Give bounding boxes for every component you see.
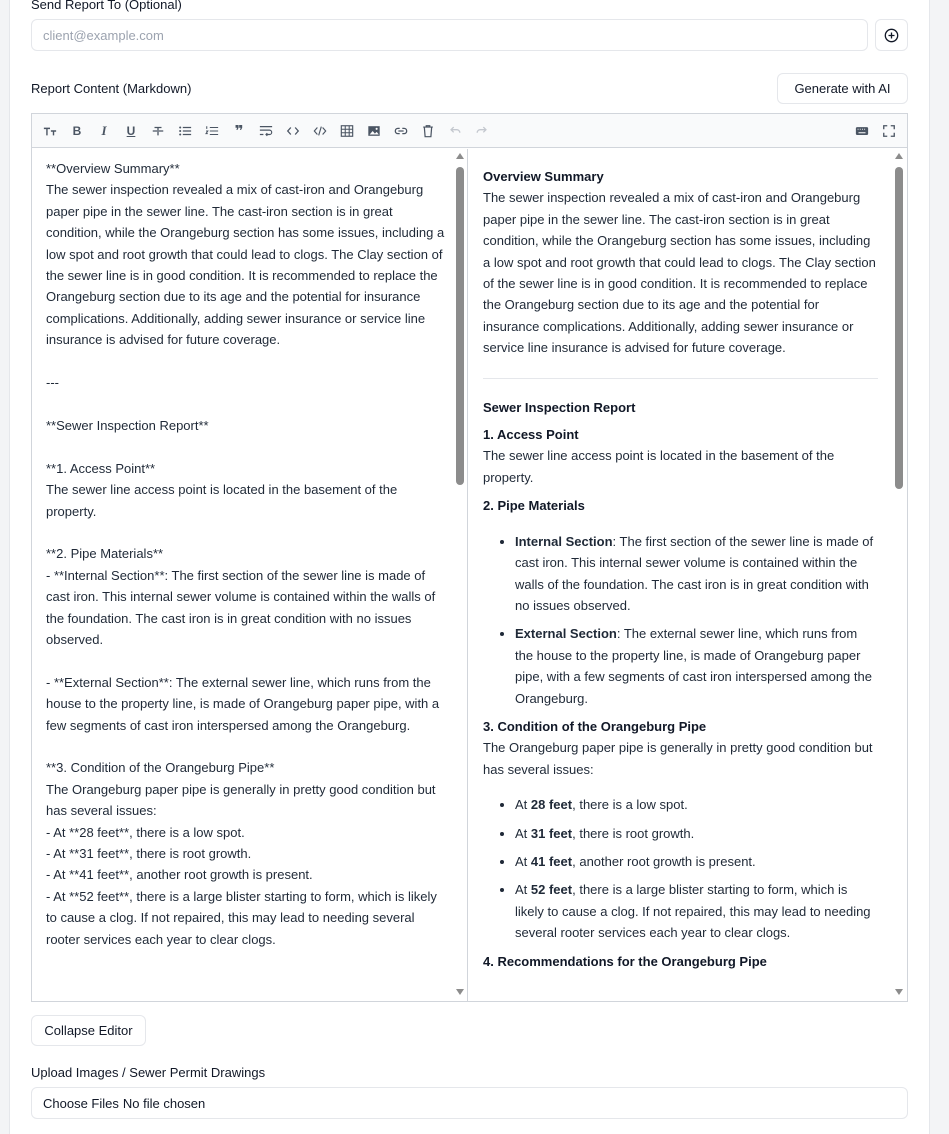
list-item: • At 41 feet, another root growth is present.	[515, 851, 878, 872]
numbered-list-icon[interactable]	[203, 122, 221, 140]
preview-access-text: The sewer line access point is located in the basement of the property.	[483, 448, 835, 485]
preview-issues-list	[483, 794, 878, 943]
redo-icon[interactable]	[473, 122, 491, 140]
markdown-source-text[interactable]: **Overview Summary** The sewer inspection revealed a mix of cast-iron and Orangeburg paper pipe in the sewer line. The cast-iron section is in great condition, while the Orangeburg section has some issues, including a low spot and root growth that could lead to clogs. The Clay section of the sewer line is in good condition. It is recommended to replace the Orangeburg section due to its age and the potential for insurance complications. Additionally, adding sewer insurance or service line insurance is advised for future coverage. --- **Sewer Inspection Report** **1. Access Point** The sewer line access point is located in the basement of the property. **2. Pipe Materials** - **Internal Section**: The first section of the sewer line is made of cast iron. This internal sewer volume is contained within the walls of the foundation. The cast iron is in great condition with no issues observed. - **External Section**: The external sewer line, which runs from the house to the property line, is made of Orangeburg paper pipe, with a few segments of cast iron interspersed among the Orangeburg. **3. Condition of the Orangeburg Pipe** The Orangeburg paper pipe is generally in pretty good condition but has several issues: - At **28 feet**, there is a low spot. - At **31 feet**, there is root growth. - At **41 feet**, another root growth is present. - At **52 feet**, there is a large blister starting to form, which is likely to cause a clog. If not repaired, this may lead to needing several rooter services each year to clear clogs.	[46, 161, 445, 947]
markdown-preview-pane	[469, 149, 907, 1001]
preview-condition-title: 3. Condition of the Orangeburg Pipe	[483, 718, 707, 734]
heading-icon[interactable]	[41, 122, 59, 140]
list-item: • At 31 feet, there is root growth.	[515, 823, 878, 844]
table-icon[interactable]	[338, 122, 356, 140]
quote-icon[interactable]: ❞	[234, 123, 244, 140]
fullscreen-icon[interactable]	[880, 122, 898, 140]
code-block-icon[interactable]	[311, 122, 329, 140]
code-icon[interactable]	[284, 122, 302, 140]
undo-icon[interactable]	[446, 122, 464, 140]
choose-files-button[interactable]: Choose Files	[43, 1095, 119, 1111]
send-report-label: Send Report To (Optional)	[31, 0, 182, 12]
list-item	[515, 623, 878, 709]
underline-icon[interactable]: U	[126, 124, 136, 138]
send-report-email-input[interactable]	[31, 19, 868, 51]
image-icon[interactable]	[365, 122, 383, 140]
report-content-label: Report Content (Markdown)	[31, 81, 192, 96]
scroll-up-arrow-icon[interactable]	[456, 153, 464, 159]
preview-access-title: 1. Access Point	[483, 427, 579, 443]
preview-report-title: Sewer Inspection Report	[483, 399, 636, 415]
scroll-thumb[interactable]	[895, 167, 903, 489]
add-recipient-button[interactable]	[875, 19, 908, 51]
wrap-icon[interactable]	[257, 122, 275, 140]
scroll-down-arrow-icon[interactable]	[456, 989, 464, 995]
scroll-thumb[interactable]	[456, 167, 464, 485]
preview-external-text: : The external sewer line, which runs from the house to the property line, is made of Orangeburg paper pipe, with a few segments of cast iron interspersed among the Orangeburg.	[515, 626, 872, 706]
link-icon[interactable]	[392, 122, 410, 140]
editor-toolbar	[32, 114, 907, 148]
bullet-list-icon[interactable]	[176, 122, 194, 140]
preview-recommendations-title: 4. Recommendations for the Orangeburg Pipe	[483, 953, 767, 969]
list-item: • At 28 feet, there is a low spot.	[515, 794, 878, 815]
list-item: • At 52 feet, there is a large blister starting to form, which is likely to cause a clog. If not repaired, this may lead to needing several rooter services each year to clear clogs.	[515, 879, 878, 943]
file-upload-input[interactable]	[31, 1087, 908, 1119]
preview-internal-text: : The first section of the sewer line is made of cast iron. This internal sewer volume is contained within the walls of the foundation. The cast iron is in great condition with no issues observed.	[515, 533, 874, 613]
preview-internal-label: Internal Section	[515, 533, 613, 549]
list-item	[515, 531, 878, 617]
source-scrollbar[interactable]	[454, 149, 466, 1001]
markdown-source-pane[interactable]	[32, 149, 468, 1001]
plus-circle-icon	[884, 28, 899, 43]
markdown-editor	[31, 113, 908, 1002]
preview-overview-text: The sewer inspection revealed a mix of cast-iron and Orangeburg paper pipe in the sewer line. The cast-iron section is in great condition, while the Orangeburg section has some issues, including a low spot and root growth that could lead to clogs. The Clay section of the sewer line is in good condition. It is recommended to replace the Orangeburg section due to its age and the potential for insurance complications. Additionally, adding sewer insurance or service line insurance is advised for future coverage.	[483, 190, 876, 356]
strikethrough-icon[interactable]	[149, 122, 167, 140]
preview-divider	[483, 378, 878, 379]
scroll-down-arrow-icon[interactable]	[895, 989, 903, 995]
preview-materials-title: 2. Pipe Materials	[483, 498, 585, 514]
preview-condition-text: The Orangeburg paper pipe is generally in pretty good condition but has several issues:	[483, 740, 873, 777]
delete-icon[interactable]	[419, 122, 437, 140]
italic-icon[interactable]: I	[101, 123, 107, 138]
file-status-text: No file chosen	[122, 1095, 206, 1111]
generate-ai-button[interactable]: Generate with AI	[777, 73, 908, 104]
preview-external-label: External Section	[515, 626, 617, 642]
collapse-editor-button[interactable]: Collapse Editor	[31, 1015, 146, 1046]
bold-icon[interactable]: B	[72, 124, 82, 138]
scroll-up-arrow-icon[interactable]	[895, 153, 903, 159]
preview-materials-list	[483, 531, 878, 709]
preview-overview-title: Overview Summary	[483, 169, 604, 184]
keyboard-icon[interactable]	[853, 122, 871, 140]
upload-label: Upload Images / Sewer Permit Drawings	[31, 1065, 266, 1080]
preview-scrollbar[interactable]	[893, 149, 905, 1001]
